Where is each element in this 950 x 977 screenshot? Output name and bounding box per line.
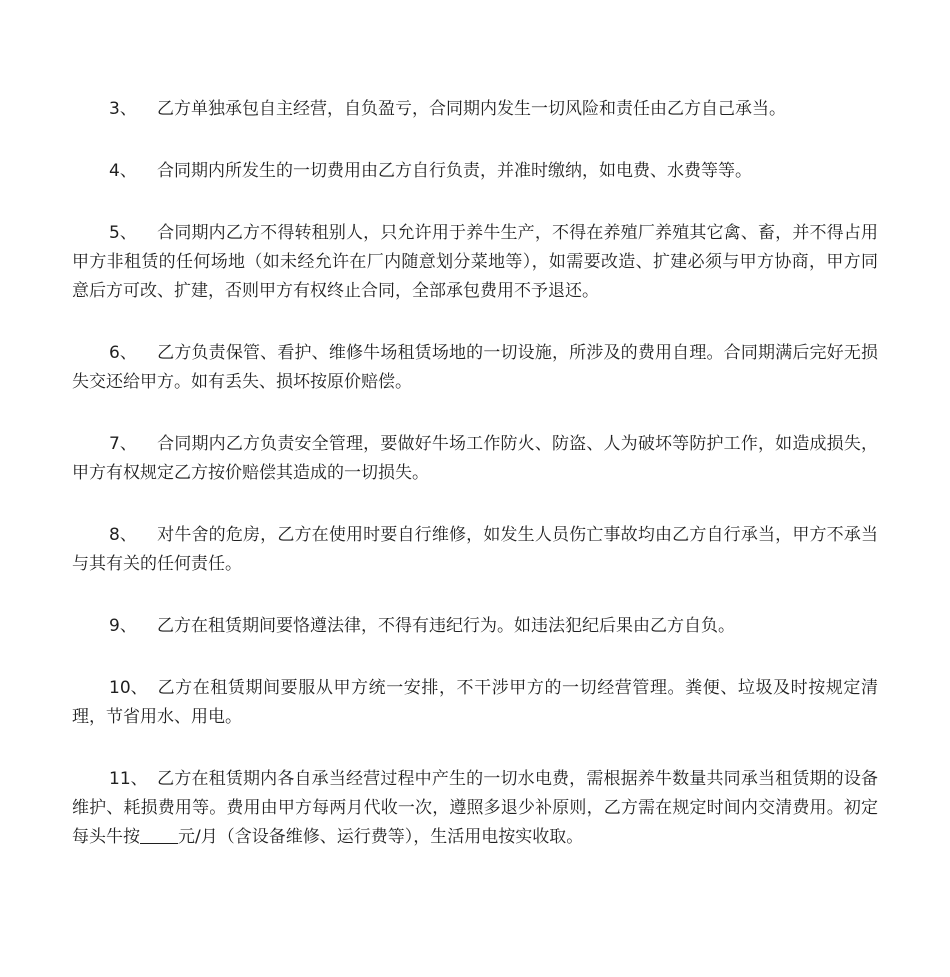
clause-number: 9、 [109,616,137,636]
clause-6 [72,339,878,397]
clause-number: 10、 [109,678,148,698]
clause-text: 乙方负责保管、看护、维修牛场租赁场地的一切设施，所涉及的费用自理。合同期满后完好无损失交还给甲方。如有丢失、损坏按原价赔偿。 [72,343,878,392]
clause-8 [72,521,878,579]
clause-text: 对牛舍的危房，乙方在使用时要自行维修，如发生人员伤亡事故均由乙方自行承当，甲方不承当与其有关的任何责任。 [72,525,878,574]
clause-text: 合同期内乙方不得转租别人，只允许用于养牛生产，不得在养殖厂养殖其它禽、畜，并不得占用甲方非租赁的任何场地（如未经允许在厂内随意划分菜地等），如需要改造、扩建必须与甲方协商，甲方同意后方可改、扩建，否则甲方有权终止合同，全部承包费用不予退还。 [72,223,878,301]
clause-number: 4、 [109,161,137,181]
clause-text-before-blank: 乙方在租赁期内各自承当经营过程中产生的一切水电费，需根据养牛数量共同承当租赁期的设备维护、耗损费用等。费用由甲方每两月代收一次，遵照多退少补原则，乙方需在规定时间内交清费用。初定每头牛按 [72,769,878,847]
clause-number: 8、 [109,525,137,545]
clause-text: 乙方在租赁期间要服从甲方统一安排，不干涉甲方的一切经营管理。粪便、垃圾及时按规定清理，节省用水、用电。 [72,678,878,727]
clause-text: 乙方在租赁期间要恪遵法律，不得有违纪行为。如违法犯纪后果由乙方自负。 [157,616,735,636]
clause-number: 3、 [109,99,137,119]
clause-4 [72,157,878,186]
clause-number: 5、 [109,223,137,243]
fill-in-blank [140,825,178,844]
clause-11 [72,765,878,852]
clause-text: 乙方单独承包自主经营，自负盈亏，合同期内发生一切风险和责任由乙方自己承当。 [157,99,786,119]
clause-number: 6、 [109,343,137,363]
clause-7 [72,430,878,488]
clause-10 [72,674,878,732]
clause-number: 11、 [109,769,148,789]
clause-number: 7、 [109,434,137,454]
clause-5 [72,219,878,306]
clause-text-after-blank: 元/月（含设备维修、运行费等），生活用电按实收取。 [178,827,584,847]
clause-9 [72,612,878,641]
clause-3 [72,95,878,124]
clause-text: 合同期内所发生的一切费用由乙方自行负责，并准时缴纳，如电费、水费等等。 [157,161,752,181]
clause-list [72,95,878,885]
clause-text: 合同期内乙方负责安全管理，要做好牛场工作防火、防盗、人为破坏等防护工作，如造成损失，甲方有权规定乙方按价赔偿其造成的一切损失。 [72,434,878,483]
